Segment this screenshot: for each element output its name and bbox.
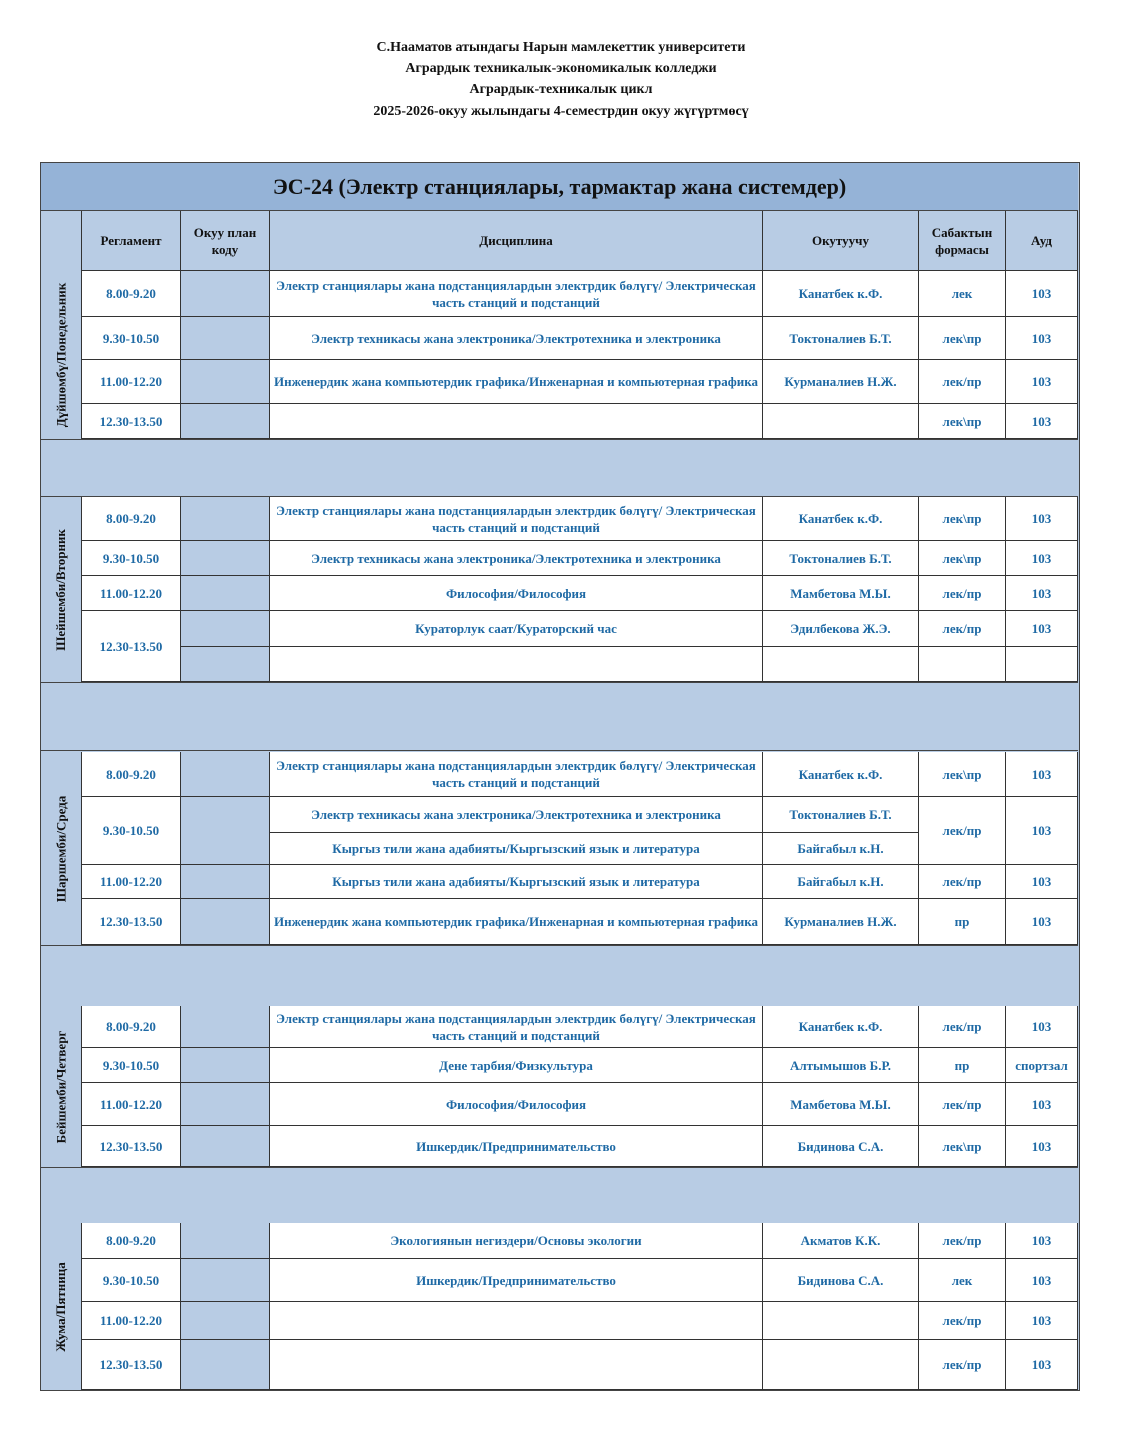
university-name: С.Нааматов атындагы Нарын мамлекеттик университети <box>376 40 746 55</box>
form-cell: лек/пр <box>919 1006 1006 1048</box>
discipline-cell: Философия/Философия <box>270 576 763 611</box>
discipline-cell: Электр техникасы жана электроника/Электротехника и электроника <box>270 797 763 833</box>
form-cell: лек <box>919 1259 1006 1302</box>
discipline-cell: Кыргыз тили жана адабияты/Кыргызский язык и литература <box>270 865 763 899</box>
teacher-cell: Токтоналиев Б.Т. <box>763 317 919 360</box>
time-cell: 9.30-10.50 <box>82 317 181 360</box>
day-label: Шаршемби/Среда <box>53 795 69 902</box>
teacher-cell: Алтымышов Б.Р. <box>763 1048 919 1083</box>
column-header-code: Окуу план коду <box>181 211 270 271</box>
plan-code-cell <box>181 1259 270 1302</box>
plan-code-cell <box>181 752 270 797</box>
teacher-cell <box>763 647 919 682</box>
teacher-cell: Мамбетова М.Ы. <box>763 576 919 611</box>
discipline-cell <box>270 404 763 439</box>
form-cell: лек\пр <box>919 317 1006 360</box>
room-cell: 103 <box>1006 1340 1078 1390</box>
column-header-time: Регламент <box>82 211 181 271</box>
day-label-cell <box>41 1006 82 1167</box>
form-cell: лек\пр <box>919 1126 1006 1167</box>
teacher-cell: Мамбетова М.Ы. <box>763 1083 919 1126</box>
teacher-cell: Бидинова С.А. <box>763 1126 919 1167</box>
plan-code-cell <box>181 271 270 317</box>
day-label-cell <box>41 271 82 439</box>
plan-code-cell <box>181 1006 270 1048</box>
time-cell: 8.00-9.20 <box>82 271 181 317</box>
column-header-teacher: Окутуучу <box>763 211 919 271</box>
form-cell: лек\пр <box>919 404 1006 439</box>
day-label: Жума/Пятница <box>53 1261 69 1352</box>
column-header-room: Ауд <box>1006 211 1078 271</box>
form-cell: лек/пр <box>919 611 1006 647</box>
discipline-cell <box>270 1340 763 1390</box>
schedule-table <box>40 162 1080 1391</box>
discipline-cell: Экологиянын негиздери/Основы экологии <box>270 1223 763 1259</box>
discipline-cell: Ишкердик/Предпринимательство <box>270 1126 763 1167</box>
plan-code-cell <box>181 1126 270 1167</box>
time-cell: 12.30-13.50 <box>82 404 181 439</box>
form-cell: лек <box>919 271 1006 317</box>
room-cell: 103 <box>1006 797 1078 865</box>
form-cell: пр <box>919 899 1006 945</box>
day-label-cell <box>41 1223 82 1390</box>
plan-code-cell <box>181 576 270 611</box>
day-separator <box>41 945 1078 1008</box>
room-cell <box>1006 647 1078 682</box>
form-cell: лек/пр <box>919 1223 1006 1259</box>
group-title: ЭС-24 (Электр станциялары, тармактар жана системдер) <box>41 163 1078 211</box>
room-cell: 103 <box>1006 404 1078 439</box>
teacher-cell: Канатбек к.Ф. <box>763 271 919 317</box>
time-cell: 9.30-10.50 <box>82 541 181 576</box>
day-separator <box>41 1167 1078 1224</box>
discipline-cell: Электр станциялары жана подстанциялардын электрдик бөлүгү/ Электрическая часть станций и подстанций <box>270 1006 763 1048</box>
time-cell: 11.00-12.20 <box>82 1302 181 1340</box>
discipline-cell: Дене тарбия/Физкультура <box>270 1048 763 1083</box>
day-label: Дүйшөмбү/Понедельник <box>53 282 68 428</box>
discipline-cell: Инженердик жана компьютердик графика/Инженарная и компьютерная графика <box>270 360 763 404</box>
discipline-cell: Электр станциялары жана подстанциялардын электрдик бөлүгү/ Электрическая часть станций и подстанций <box>270 752 763 797</box>
form-cell: лек\пр <box>919 752 1006 797</box>
teacher-cell: Акматов К.К. <box>763 1223 919 1259</box>
discipline-cell: Электр станциялары жана подстанциялардын электрдик бөлүгү/ Электрическая часть станций и подстанций <box>270 497 763 541</box>
room-cell: 103 <box>1006 611 1078 647</box>
discipline-cell: Электр техникасы жана электроника/Электротехника и электроника <box>270 541 763 576</box>
discipline-cell: Электр техникасы жана электроника/Электротехника и электроника <box>270 317 763 360</box>
room-cell: 103 <box>1006 576 1078 611</box>
plan-code-cell <box>181 1340 270 1390</box>
teacher-cell <box>763 1340 919 1390</box>
form-cell: лек/пр <box>919 865 1006 899</box>
plan-code-cell <box>181 797 270 865</box>
time-cell: 8.00-9.20 <box>82 1223 181 1259</box>
college-name: Агрардык техникалык-экономикалык колледжи <box>405 61 717 76</box>
form-cell: лек/пр <box>919 1083 1006 1126</box>
plan-code-cell <box>181 404 270 439</box>
day-label: Бейшемби/Четверг <box>53 1030 68 1143</box>
form-cell: лек/пр <box>919 360 1006 404</box>
plan-code-cell <box>181 611 270 647</box>
room-cell: 103 <box>1006 360 1078 404</box>
discipline-cell <box>270 647 763 682</box>
discipline-cell: Электр станциялары жана подстанциялардын электрдик бөлүгү/ Электрическая часть станций и подстанций <box>270 271 763 317</box>
day-header-spacer <box>41 211 82 271</box>
form-cell: лек/пр <box>919 797 1006 865</box>
room-cell: 103 <box>1006 1259 1078 1302</box>
cycle-name: Агрардык-техникалык цикл <box>469 82 653 97</box>
room-cell: 103 <box>1006 497 1078 541</box>
schedule-title: 2025-2026-окуу жылындагы 4-семестрдин окуу жүгүртмөсү <box>373 104 749 119</box>
discipline-cell: Ишкердик/Предпринимательство <box>270 1259 763 1302</box>
time-cell: 11.00-12.20 <box>82 576 181 611</box>
teacher-cell: Канатбек к.Ф. <box>763 752 919 797</box>
time-cell: 9.30-10.50 <box>82 797 181 865</box>
time-cell: 12.30-13.50 <box>82 1340 181 1390</box>
plan-code-cell <box>181 647 270 682</box>
plan-code-cell <box>181 1302 270 1340</box>
room-cell: 103 <box>1006 865 1078 899</box>
teacher-cell: Канатбек к.Ф. <box>763 1006 919 1048</box>
time-cell: 11.00-12.20 <box>82 1083 181 1126</box>
time-cell: 8.00-9.20 <box>82 1006 181 1048</box>
time-cell: 8.00-9.20 <box>82 752 181 797</box>
room-cell: 103 <box>1006 1126 1078 1167</box>
form-cell: лек\пр <box>919 541 1006 576</box>
teacher-cell: Эдилбекова Ж.Э. <box>763 611 919 647</box>
day-label: Шейшемби/Вторник <box>53 528 69 651</box>
plan-code-cell <box>181 865 270 899</box>
form-cell: лек\пр <box>919 497 1006 541</box>
discipline-cell <box>270 1302 763 1340</box>
teacher-cell: Канатбек к.Ф. <box>763 497 919 541</box>
form-cell: пр <box>919 1048 1006 1083</box>
time-cell: 9.30-10.50 <box>82 1259 181 1302</box>
plan-code-cell <box>181 541 270 576</box>
plan-code-cell <box>181 317 270 360</box>
time-cell: 11.00-12.20 <box>82 360 181 404</box>
room-cell: 103 <box>1006 541 1078 576</box>
plan-code-cell <box>181 360 270 404</box>
column-header-discipline: Дисциплина <box>270 211 763 271</box>
time-cell: 12.30-13.50 <box>82 611 181 682</box>
teacher-cell: Курманалиев Н.Ж. <box>763 899 919 945</box>
room-cell: 103 <box>1006 317 1078 360</box>
day-label-cell <box>41 752 82 945</box>
teacher-cell: Курманалиев Н.Ж. <box>763 360 919 404</box>
plan-code-cell <box>181 497 270 541</box>
discipline-cell: Кураторлук саат/Кураторский час <box>270 611 763 647</box>
discipline-cell: Кыргыз тили жана адабияты/Кыргызский язык и литература <box>270 833 763 865</box>
form-cell <box>919 647 1006 682</box>
room-cell: 103 <box>1006 1083 1078 1126</box>
teacher-cell: Токтоналиев Б.Т. <box>763 797 919 833</box>
form-cell: лек/пр <box>919 576 1006 611</box>
form-cell: лек/пр <box>919 1340 1006 1390</box>
column-header-form: Сабактын формасы <box>919 211 1006 271</box>
room-cell: 103 <box>1006 752 1078 797</box>
teacher-cell: Токтоналиев Б.Т. <box>763 541 919 576</box>
teacher-cell <box>763 1302 919 1340</box>
day-label-cell <box>41 497 82 682</box>
teacher-cell: Бидинова С.А. <box>763 1259 919 1302</box>
plan-code-cell <box>181 1083 270 1126</box>
discipline-cell: Инженердик жана компьютердик графика/Инженарная и компьютерная графика <box>270 899 763 945</box>
plan-code-cell <box>181 1048 270 1083</box>
room-cell: 103 <box>1006 1006 1078 1048</box>
time-cell: 12.30-13.50 <box>82 1126 181 1167</box>
room-cell: 103 <box>1006 271 1078 317</box>
teacher-cell: Байгабыл к.Н. <box>763 833 919 865</box>
teacher-cell: Байгабыл к.Н. <box>763 865 919 899</box>
plan-code-cell <box>181 899 270 945</box>
day-separator <box>41 682 1078 751</box>
room-cell: 103 <box>1006 1302 1078 1340</box>
plan-code-cell <box>181 1223 270 1259</box>
teacher-cell <box>763 404 919 439</box>
day-separator <box>41 439 1078 497</box>
time-cell: 12.30-13.50 <box>82 899 181 945</box>
room-cell: 103 <box>1006 1223 1078 1259</box>
room-cell: 103 <box>1006 899 1078 945</box>
time-cell: 11.00-12.20 <box>82 865 181 899</box>
time-cell: 9.30-10.50 <box>82 1048 181 1083</box>
room-cell: спортзал <box>1006 1048 1078 1083</box>
discipline-cell: Философия/Философия <box>270 1083 763 1126</box>
time-cell: 8.00-9.20 <box>82 497 181 541</box>
form-cell: лек/пр <box>919 1302 1006 1340</box>
